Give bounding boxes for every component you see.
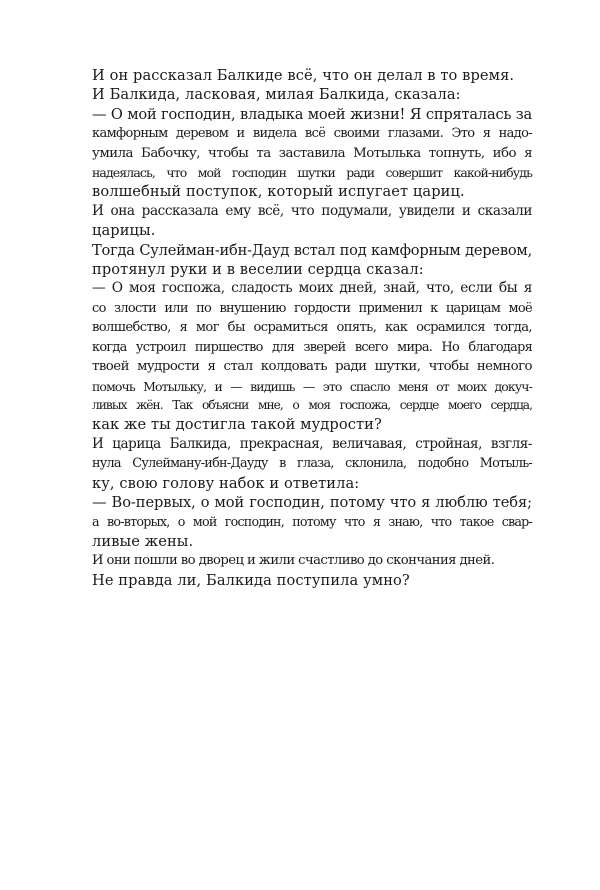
paragraph-suleiman-stood — [92, 241, 532, 280]
text-line: нула Сулейману-ибн-Дауду в глаза, склонила, подобно Мотыль- — [92, 456, 532, 472]
text-line: царицы. — [92, 222, 156, 240]
paragraph-balkida-speech — [92, 105, 532, 202]
paragraph-balkida-answered — [92, 435, 532, 493]
text-line: твоей мудрости я стал колдовать ради шутки, чтобы немного — [92, 359, 532, 375]
text-line: И она рассказала ему всё, что подумали, увидели и сказали — [92, 202, 532, 219]
text-line: И он рассказал Балкиде всё, что он делал в то время. — [92, 67, 515, 84]
text-line: надеялась, что мой господин шутки ради совершит какой-нибудь — [92, 165, 532, 181]
text-line: ливые жены. — [92, 532, 194, 550]
paragraph-lived-happily — [92, 551, 532, 570]
text-line: камфорным деревом и видела всё своими глазами. Это я надо- — [92, 126, 532, 142]
text-line: как же ты достигла такой мудрости? — [92, 416, 382, 434]
paragraph-she-told — [92, 202, 532, 241]
text-line: а во-вторых, о мой господин, потому что я знаю, что такое свар- — [92, 514, 532, 530]
text-line: Тогда Сулейман-ибн-Дауд встал под камфорным деревом, — [92, 241, 532, 259]
paragraph-closing-question — [92, 571, 532, 590]
text-line: волшебный поступок, который испугает цариц. — [92, 183, 465, 201]
paragraph-balkida-reply — [92, 493, 532, 551]
text-line: И Балкида, ласковая, милая Балкида, сказала: — [92, 86, 461, 104]
text-line: — О моя госпожа, сладость моих дней, знай, что, если бы я — [92, 280, 532, 297]
text-line: волшебство, я мог бы осрамиться опять, как осрамился тогда, — [92, 320, 532, 336]
text-line: И они пошли во дворец и жили счастливо до скончания дней. — [92, 553, 495, 569]
text-line: помочь Мотыльку, и — видишь — это спасло меня от моих докуч- — [92, 378, 532, 394]
text-line: — Во-первых, о мой господин, потому что я люблю тебя; — [92, 493, 532, 511]
text-line: со злости или по внушению гордости применил к царицам моё — [92, 300, 532, 316]
text-line: — О мой господин, владыка моей жизни! Я спряталась за — [92, 105, 532, 123]
text-line: ливых жён. Так объясни мне, о моя госпожа, сердце моего сердца, — [92, 397, 532, 412]
paragraph-balkida-said — [92, 85, 532, 104]
text-line: ку, свою голову набок и ответила: — [92, 474, 360, 492]
text-line: И царица Балкида, прекрасная, величавая, стройная, взгля- — [92, 435, 532, 452]
text-line: умила Бабочку, чтобы та заставила Мотылька топнуть, ибо я — [92, 145, 532, 161]
text-line: протянул руки и в веселии сердца сказал: — [92, 261, 424, 279]
paragraph-suleiman-speech — [92, 279, 532, 434]
text-line: Не правда ли, Балкида поступила умно? — [92, 571, 410, 589]
book-page-text — [92, 66, 532, 590]
text-line: когда устроил пиршество для зверей всего мира. Но благодаря — [92, 339, 532, 355]
paragraph-told-balkida — [92, 66, 532, 85]
